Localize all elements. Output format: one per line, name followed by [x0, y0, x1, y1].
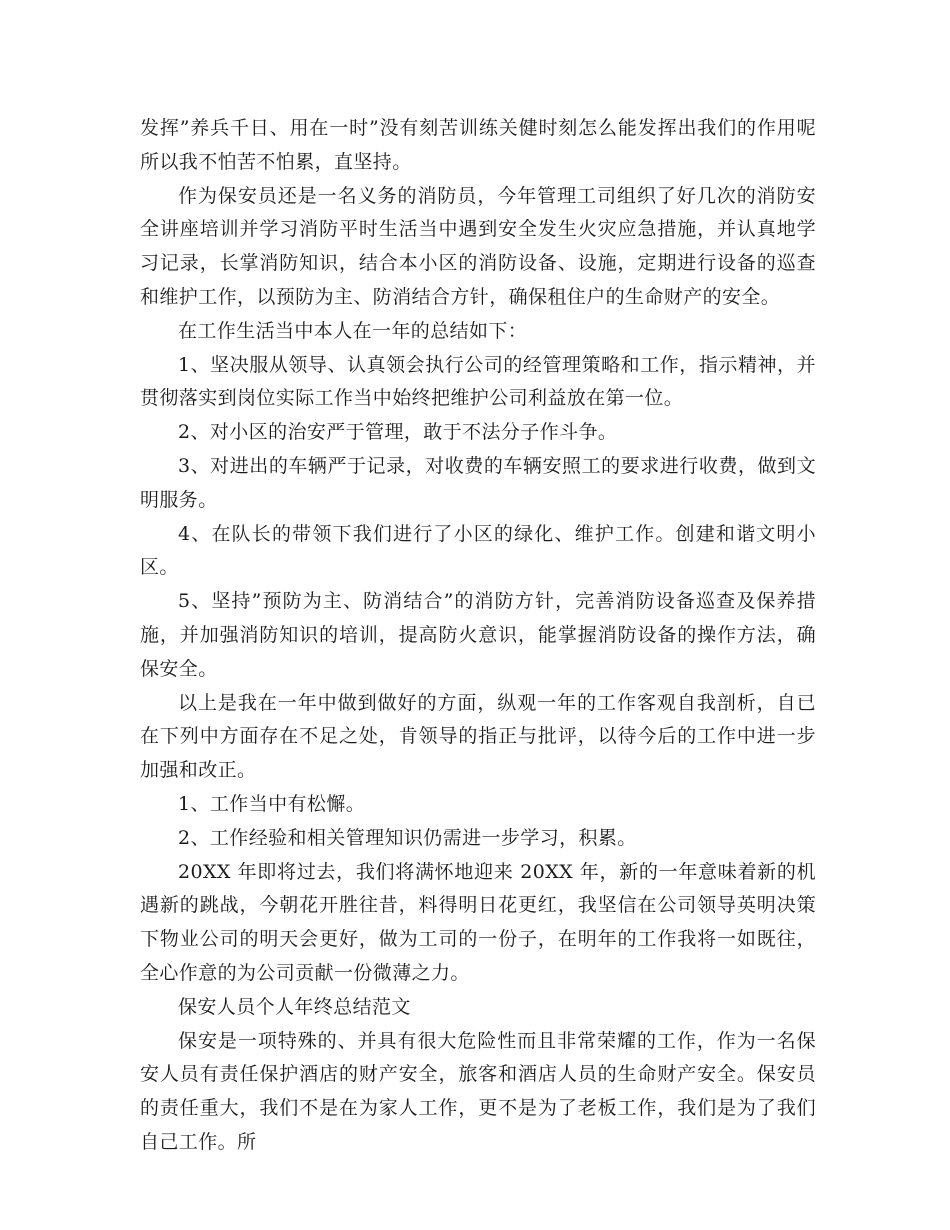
section-heading: 保安人员个人年终总结范文	[178, 995, 411, 1018]
paragraph: 作为保安员还是一名义务的消防员，今年管理工司组织了好几次的消防安全讲座培训并学习消防平时生活当中遇到安全发生火灾应急措施，并认真地学习记录，长掌消防知识，结合本小区的消防设备、设施，定期进行设备的巡查和维护工作，以预防为主、防消结合方针，确保租住户的生命财产的安全。	[140, 184, 816, 308]
paragraph: 20XX 年即将过去，我们将满怀地迎来 20XX 年，新的一年意味着新的机遇新的跳战，今朝花开胜往昔，料得明日花更红，我坚信在公司领导英明决策下物业公司的明天会更好，做为工司的一份子，在明年的工作我将一如既往，全心作意的为公司贡献一份微薄之力。	[140, 860, 816, 984]
list-item: 3、对进出的车辆严于记录，对收费的车辆安照工的要求进行收费，做到文明服务。	[140, 454, 816, 511]
list-item: 1、工作当中有松懈。	[178, 792, 366, 815]
list-item: 1、坚决服从领导、认真领会执行公司的经管理策略和工作，指示精神，并贯彻落实到岗位实际工作当中始终把维护公司利益放在第一位。	[140, 353, 816, 410]
paragraph: 在工作生活当中本人在一年的总结如下：	[178, 319, 528, 342]
paragraph: 发挥”养兵千日、用在一时”没有刻苦训练关健时刻怎么能发挥出我们的作用呢所以我不怕苦不怕累，直坚持。	[140, 117, 816, 173]
list-item: 4、在队长的带领下我们进行了小区的绿化、维护工作。创建和谐文明小区。	[140, 522, 816, 579]
document-body	[140, 112, 816, 1160]
list-item: 2、对小区的治安严于管理，敢于不法分子作斗争。	[178, 421, 618, 444]
list-item: 5、坚持”预防为主、防消结合”的消防方针，完善消防设备巡查及保养措施，并加强消防知识的培训，提高防火意识，能掌握消防设备的操作方法，确保安全。	[140, 590, 816, 680]
paragraph: 保安是一项特殊的、并具有很大危险性而且非常荣耀的工作，作为一名保安人员有责任保护酒店的财产安全，旅客和酒店人员的生命财产安全。保安员的责任重大，我们不是在为家人工作，更不是为了老板工作，我们是为了我们自己工作。所	[140, 1029, 816, 1153]
paragraph: 以上是我在一年中做到做好的方面，纵观一年的工作客观自我剖析，自已在下列中方面存在不足之处，肯领导的指正与批评，以待今后的工作中进一步加强和改正。	[140, 691, 816, 782]
list-item: 2、工作经验和相关管理知识仍需进一步学习，积累。	[178, 826, 637, 849]
